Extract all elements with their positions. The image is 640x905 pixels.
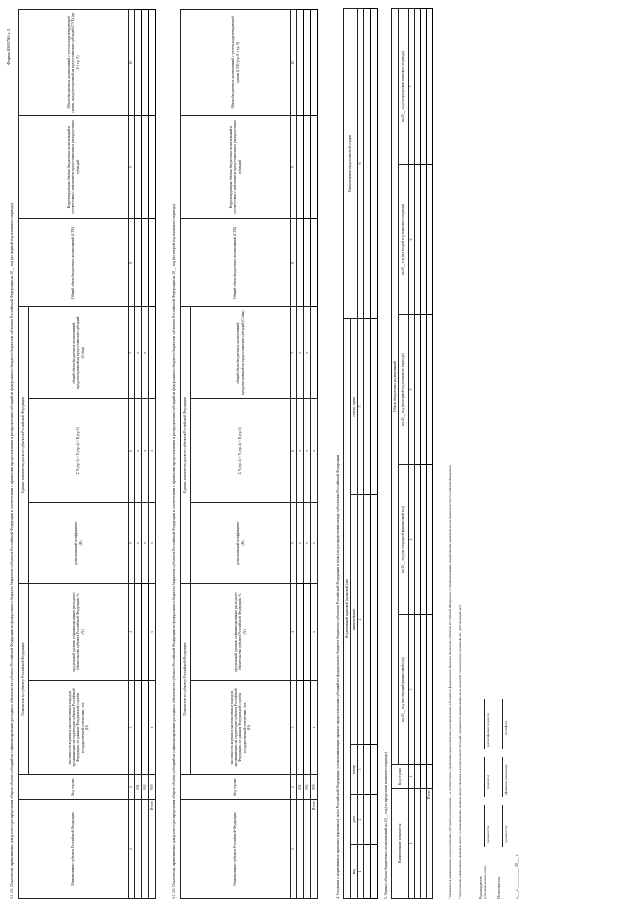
header-data: дата: [351, 795, 358, 845]
header-col-e: Объем бюджетных ассигнований с учетом корректирующей суммы (СУБ) (гр. 8 + гр. 9): [181, 10, 291, 116]
table-section-4: [343, 8, 378, 899]
executor-fio-caption: (фамилия, инициалы): [504, 764, 508, 795]
section-5-title: 5. Оценка объема бюджетных ассигнований на 20__ год (за пределами планового периода): [384, 752, 388, 899]
header-indicator-name: Наименование показателя: [392, 789, 409, 899]
header-vid: вид: [351, 845, 358, 899]
footnote-2: ² При наличии нормативных правовых актов, устанавливающих правила предоставления и распределения субсидий, указывается наименование вида плановой стадии (проект, принятый акт, действующий акт).: [458, 604, 462, 899]
header-col-b2: Σ Ч₁(гр.3) × Y₁(гр.4) × R₁(гр.5): [29, 399, 129, 503]
executor-fio-line[interactable]: [496, 757, 503, 797]
sign-signature-line[interactable]: [478, 757, 485, 797]
header-col-b1: региональный коэффициент (R): [29, 502, 129, 583]
header-col-a1: численность коренных малочисленных народов, проживающих на территории субъекта Российской Федерации, по данным Федеральной службы государственной статистики, чел. (Н): [29, 680, 129, 775]
header-col-c: Общий объем бюджетных ассигнований (СУБ): [19, 219, 129, 307]
table-row: 001 x x x: [135, 10, 142, 899]
header-col-d: Корректирующая объемы бюджетных ассигнований в соответствии с изменением предоставления и распределения субсидий: [181, 115, 291, 219]
header-col-a1: численность коренных малочисленных народов, проживающих на территории субъекта Российской Федерации, по данным Федеральной службы государственной статистики, чел. (Н): [191, 680, 291, 775]
header-col-d: Корректирующая объемы бюджетных ассигнований в соответствии с изменением предоставления и распределения субсидий: [19, 115, 129, 219]
form-code: Форма 0505786 с.3: [6, 28, 11, 65]
header-col-a2: предельный уровень софинансирования расходного обязательства субъекта Российской Федерации, % (Y): [29, 583, 129, 680]
table-row: [364, 9, 371, 899]
header-nomer: номер: [351, 745, 358, 795]
table-section-5: [391, 8, 433, 899]
header-statya: статья, пункт: [351, 319, 358, 495]
total-row: Итого: [427, 9, 433, 899]
sign-head-label: Руководитель: [478, 875, 483, 899]
header-name: Наименование субъекта Российской Федерации: [19, 799, 129, 898]
executor-phone-line[interactable]: [496, 699, 503, 749]
sign-fio-caption: (расшифровка подписи): [486, 713, 490, 747]
header-naim: наименование: [351, 495, 358, 745]
total-row: Итого 900 x x x x: [311, 10, 318, 899]
table-row: 002 x x x: [142, 10, 149, 899]
sign-position-line[interactable]: [478, 805, 485, 847]
sign-signature-caption: (подпись): [486, 775, 490, 789]
total-row: Итого 900 x x x x: [149, 10, 156, 899]
header-col-e: Объем бюджетных ассигнований с учетом корректирующей суммы, предусмотренный на предоставление субсидий (СУБ) (гр. 8 + гр. 9): [19, 10, 129, 116]
header-group-a: Показатели по субъекту Российской Федерации: [181, 583, 191, 774]
section-4-title: 4. Сведения о нормативных правовых (правовых) актах Российской Федерации, устанавливающих правила предоставления субсидий из федерального бюджета бюджетам субъектов Российской Федерации и (или) их распределения между субъектами Российской Федерации: [336, 455, 340, 899]
header-year-plan-2: на 20__ год (на второй год планового периода): [399, 165, 409, 315]
header-year-next: на 20__ год (на очередной финансовый год): [399, 465, 409, 615]
executor-phone-caption: (телефон): [504, 721, 508, 735]
table-row: 001 x x x: [297, 10, 304, 899]
header-act-group: Нормативный правовой (правовой) акт: [344, 319, 351, 899]
header-year-current: на 20__ год (на текущий финансовый год): [399, 615, 409, 765]
table-row: 002 x x x: [304, 10, 311, 899]
header-code: Код строки: [181, 775, 291, 800]
section-2-title: 3.1.3.6. Показатели, применяемые для расчета распределения общего объема субсидий на софинансирование расходных обязательств субъекта Российской Федерации из федерального бюджета бюджетам субъектов Российской Федерации и соответствии с правилами предоставления и распределения субсидий из федерального бюджета бюджетам субъектов Российской Федерации на 20__ год (на второй год планового периода): [172, 204, 176, 899]
header-status: Наименование вида плановой стадии: [344, 9, 358, 319]
sign-position-caption: (должность): [486, 825, 490, 843]
column-numbers-row: 1 2 3 4 5 6 7 8 9 10: [291, 10, 297, 899]
header-col-b3: общий объем бюджетных ассигнований, предусмотренный на предоставление субсидий (Собщ): [191, 307, 291, 399]
header-col-b1: региональный коэффициент (R): [191, 502, 291, 583]
sign-fio-line[interactable]: [478, 699, 485, 749]
column-numbers-row: 1 2 3 4 5 6 7: [409, 9, 415, 899]
header-group-b: Единые показатели для всех субъектов Российской Федерации: [181, 307, 191, 584]
executor-label: Исполнитель: [496, 876, 501, 899]
header-year-plan-1: на 20__ год (на первый год планового периода): [399, 315, 409, 465]
header-volume-group: Объем бюджетных ассигнований: [392, 9, 399, 765]
header-name: Наименование субъекта Российской Федерации: [181, 799, 291, 898]
header-col-b3: общий объем бюджетных ассигнований, предусмотренный на предоставление субсидий (Собщ): [29, 307, 129, 399]
table-section-1: [18, 9, 156, 899]
sign-head-sub: (уполномоченное лицо): [483, 865, 487, 899]
header-col-b2: Σ Ч₁(гр.3) × Y₁(гр.4) × R₁(гр.5): [191, 399, 291, 503]
table-section-2: [180, 9, 318, 899]
footnote-1: ¹ Указывается наименование и предоставление субсидий на реализацию ... в соответствии с правилами предоставления и распределения субсидий из федерального бюджета бюджетам субъектов Российской Федерации, устанавливаемыми нормативным правовым актом Правительства Российской Федерации.: [448, 464, 452, 899]
header-year-beyond: на 20__ год (за пределами планового периода): [399, 9, 409, 165]
header-code: Код строки: [19, 775, 129, 800]
column-numbers-row: 1 2 3 4 5 6 7 8 9 10: [129, 10, 135, 899]
header-col-a2: предельный уровень софинансирования расходного обязательства субъекта Российской Федерации, % (Y): [191, 583, 291, 680]
header-group-a: Показатели по субъекту Российской Федерации: [19, 583, 29, 774]
header-group-b: Единые показатели для всех субъектов Российской Федерации: [19, 307, 29, 584]
column-numbers-row: 1 2 3 4 5 6: [358, 9, 364, 899]
executor-position-line[interactable]: [496, 805, 503, 847]
section-1-title: 3.1.3.5. Показатели, применяемые для расчета распределения общего объема субсидий на софинансирование расходных обязательств субъекта Российской Федерации из федерального бюджета бюджетам субъектов Российской Федерации и соответствии с правилами предоставления и распределения субсидий из федерального бюджета бюджетам субъектов Российской Федерации на 20__ год (на первый год планового периода): [10, 203, 14, 899]
header-col-c: Общий объем бюджетных ассигнований (СУБ): [181, 219, 291, 307]
sign-date[interactable]: «___» __________ 20___ г.: [514, 853, 519, 899]
header-code: Код строки: [392, 765, 409, 789]
table-row: [371, 9, 378, 899]
executor-position-caption: (должность): [504, 825, 508, 843]
